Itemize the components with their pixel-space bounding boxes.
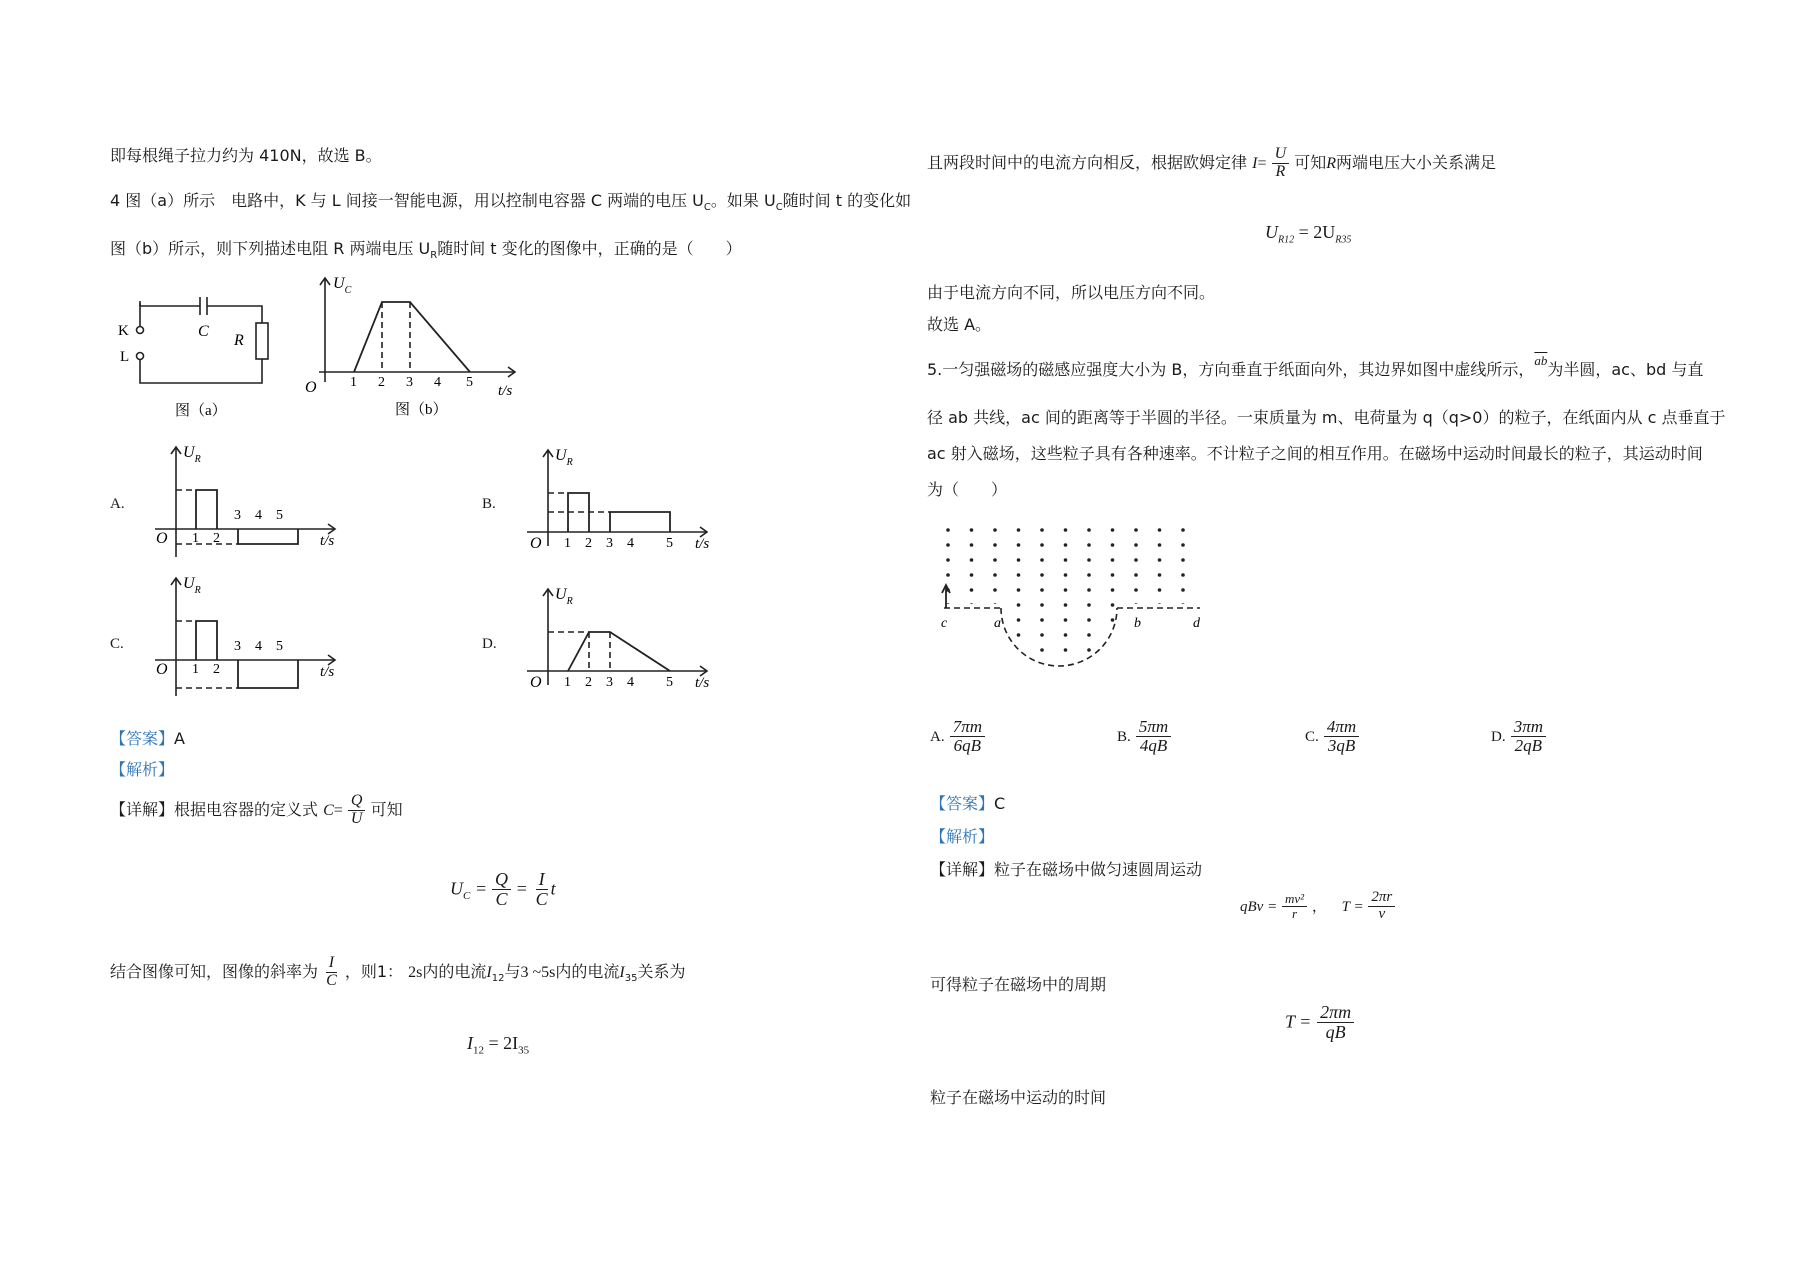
field-dot: [1064, 603, 1068, 607]
field-dot: [1087, 603, 1091, 607]
field-dot: [1111, 663, 1115, 667]
field-dot: [1017, 618, 1021, 622]
magnetic-field-diagram: [930, 515, 1220, 680]
field-dot: [1064, 573, 1068, 577]
q5-option-a[interactable]: A. $\frac{7\pi m}{6qB}$: [930, 718, 985, 755]
field-dot: [1205, 528, 1209, 532]
detail-q4-line: 【详解】根据电容器的定义式 C= $\frac{Q}{U}$ 可知: [110, 792, 403, 827]
detail-q5-line: 【详解】粒子在磁场中做匀速圆周运动: [930, 860, 1203, 879]
graph-b-xunit: t/s: [498, 383, 513, 399]
field-dot: [1205, 663, 1209, 667]
field-dot: [1087, 543, 1091, 547]
tick-label: 5: [466, 375, 473, 390]
svg-text:t/s: t/s: [320, 664, 335, 680]
terminal-l-label: L: [120, 349, 130, 365]
field-dot: [993, 573, 997, 577]
question-4-stem-line1: 4 图（a）所示 电路中，K 与 L 间接一智能电源，用以控制电容器 C 两端的电压 $U_C$。如果 $U_C$随时间 t 的变化如: [110, 191, 912, 214]
field-dot: [1017, 633, 1021, 637]
svg-text:1: 1: [192, 662, 199, 677]
field-dot: [1087, 573, 1091, 577]
tick-label: 1: [350, 375, 357, 390]
field-dot: [1087, 558, 1091, 562]
field-dot: [946, 573, 950, 577]
field-dot: [1040, 573, 1044, 577]
question-5-stem-line2: 径 ab 共线，ac 间的距离等于半圆的半径。一束质量为 m、电荷量为 q（q>0）的粒子，在纸面内从 c 点垂直于: [927, 408, 1726, 427]
field-dot: [1181, 543, 1185, 547]
field-dot: [1017, 603, 1021, 607]
field-dot: [1087, 663, 1091, 667]
svg-text:O: O: [156, 661, 168, 678]
field-dot: [1205, 603, 1209, 607]
capacitor-label: C: [198, 323, 209, 340]
ohm-line: 且两段时间中的电流方向相反，根据欧姆定律 I= $\frac{U}{R}$ 可知R两端电压大小关系满足: [927, 145, 1497, 180]
text-line: 故选 A。: [927, 315, 992, 334]
field-dot: [946, 663, 950, 667]
field-dot: [1181, 663, 1185, 667]
svg-text:a: a: [994, 616, 1001, 631]
field-dot: [1205, 543, 1209, 547]
field-dot: [1158, 648, 1162, 652]
field-dot: [1134, 588, 1138, 592]
time-text: 粒子在磁场中运动的时间: [930, 1088, 1107, 1107]
svg-text:3: 3: [606, 675, 613, 690]
field-dot: [1205, 618, 1209, 622]
svg-text:1: 1: [192, 531, 199, 546]
svg-text:2: 2: [213, 531, 220, 546]
svg-text:4: 4: [255, 639, 262, 654]
svg-text:5: 5: [276, 639, 283, 654]
text-line: 即每根绳子拉力约为 410N，故选 B。: [110, 146, 382, 165]
field-dot: [1064, 663, 1068, 667]
svg-text:d: d: [1193, 616, 1200, 631]
option-c-label[interactable]: C.: [110, 636, 124, 652]
field-dot: [993, 648, 997, 652]
svg-text:UR: $U_R$: [183, 576, 201, 596]
svg-text:t/s: t/s: [320, 533, 335, 549]
field-dot: [1134, 633, 1138, 637]
tick-label: 3: [406, 375, 413, 390]
field-dot: [1111, 543, 1115, 547]
svg-text:2: 2: [585, 536, 592, 551]
field-dot: [970, 618, 974, 622]
field-dot: [1134, 543, 1138, 547]
field-dot: [1181, 603, 1185, 607]
tick-label: 4: [434, 375, 441, 390]
field-dot: [1017, 558, 1021, 562]
field-dot: [1017, 588, 1021, 592]
field-dot: [1205, 588, 1209, 592]
field-dot: [946, 528, 950, 532]
field-dot: [970, 633, 974, 637]
field-dot: [1205, 573, 1209, 577]
field-dot: [970, 648, 974, 652]
svg-text:4: 4: [255, 508, 262, 523]
field-dot: [1158, 573, 1162, 577]
option-b-graph[interactable]: [522, 448, 722, 560]
field-dot: [1158, 618, 1162, 622]
resistor-label: R: [234, 332, 244, 349]
field-dot: [1064, 543, 1068, 547]
field-dot: [1134, 528, 1138, 532]
field-dot: [1064, 633, 1068, 637]
field-dot: [1181, 648, 1185, 652]
option-d-graph[interactable]: [522, 587, 722, 699]
field-dot: [970, 588, 974, 592]
field-dot: [1064, 558, 1068, 562]
field-dot: [1064, 618, 1068, 622]
field-dot: [1205, 558, 1209, 562]
field-dot: [1111, 528, 1115, 532]
analysis-tag-q5: 【解析】: [930, 827, 995, 846]
field-dot: [1087, 618, 1091, 622]
field-dot: [970, 543, 974, 547]
svg-text:4: 4: [627, 536, 634, 551]
svg-text:t/s: t/s: [695, 536, 710, 552]
option-d-label[interactable]: D.: [482, 636, 497, 652]
field-dot: [993, 633, 997, 637]
field-dot: [993, 558, 997, 562]
field-dot: [1111, 603, 1115, 607]
field-dot: [1134, 663, 1138, 667]
field-dot: [1181, 588, 1185, 592]
field-dot: [993, 543, 997, 547]
svg-text:b: b: [1134, 616, 1141, 631]
period-text: 可得粒子在磁场中的周期: [930, 975, 1107, 994]
option-a-graph[interactable]: [150, 445, 350, 563]
figure-b-caption: 图（b）: [395, 402, 448, 418]
field-dot: [1134, 648, 1138, 652]
q5-option-b[interactable]: B. $\frac{5\pi m}{4qB}$: [1117, 718, 1171, 755]
answer-q5: 【答案】C: [930, 794, 1006, 813]
field-dot: [1111, 618, 1115, 622]
field-dot: [1087, 588, 1091, 592]
field-dot: [970, 603, 974, 607]
tick-label: 2: [378, 375, 385, 390]
field-dot: [1134, 573, 1138, 577]
svg-text:1: 1: [564, 675, 571, 690]
svg-text:O: O: [530, 535, 542, 552]
field-dot: [993, 588, 997, 592]
field-dot: [1205, 633, 1209, 637]
analysis-tag-q4: 【解析】: [110, 760, 175, 779]
field-dot: [1040, 618, 1044, 622]
circuit-diagram-a: [110, 275, 285, 425]
field-dot: [1040, 633, 1044, 637]
question-5-stem-line4: 为（ ）: [927, 480, 1008, 499]
field-dot: [1017, 528, 1021, 532]
svg-text:5: 5: [666, 536, 673, 551]
field-dot: [970, 558, 974, 562]
field-dot: [1111, 588, 1115, 592]
field-dot: [970, 528, 974, 532]
q5-option-d[interactable]: D. $\frac{3\pi m}{2qB}$: [1491, 718, 1546, 755]
field-dot: [1040, 558, 1044, 562]
svg-text:5: 5: [666, 675, 673, 690]
field-dot: [1064, 588, 1068, 592]
svg-text:5: 5: [276, 508, 283, 523]
field-dot: [1158, 543, 1162, 547]
svg-text:O: O: [530, 674, 542, 691]
field-dot: [970, 663, 974, 667]
field-dot: [1064, 648, 1068, 652]
field-dot: [1111, 558, 1115, 562]
field-dot: [1087, 633, 1091, 637]
option-a-label[interactable]: A.: [110, 496, 125, 512]
field-dot: [1040, 603, 1044, 607]
field-dot: [1040, 528, 1044, 532]
field-dot: [1205, 648, 1209, 652]
field-dot: [1040, 588, 1044, 592]
field-dot: [1134, 603, 1138, 607]
question-4-stem-line2: 图（b）所示，则下列描述电阻 R 两端电压 $U_R$随时间 t 变化的图像中，正确的是（ ）: [110, 239, 742, 262]
field-dot: [1181, 573, 1185, 577]
svg-text:3: 3: [606, 536, 613, 551]
field-dot: [1181, 528, 1185, 532]
question-5-stem-line3: ac 射入磁场，这些粒子具有各种速率。不计粒子之间的相互作用。在磁场中运动时间最长的粒子，其运动时间: [927, 444, 1703, 463]
equation-period: T = $\frac{2\pi m}{qB}$: [1285, 1003, 1354, 1042]
svg-text:UR: $U_R$: [555, 448, 573, 468]
svg-text:UR: $U_R$: [183, 445, 201, 465]
equation-qbv: qBv = $\frac{\text{mv²}}{r}$ ， T = $\frac{2\pi r}{v}$: [1240, 890, 1395, 923]
option-b-label[interactable]: B.: [482, 496, 496, 512]
field-dot: [1181, 618, 1185, 622]
svg-text:t/s: t/s: [695, 675, 710, 691]
option-c-graph[interactable]: [150, 576, 350, 700]
q5-option-c[interactable]: C. $\frac{4\pi m}{3qB}$: [1305, 718, 1359, 755]
svg-text:1: 1: [564, 536, 571, 551]
field-dot: [1181, 558, 1185, 562]
field-dot: [1017, 543, 1021, 547]
question-5-stem-line1: 5.一匀强磁场的磁感应强度大小为 B，方向垂直于纸面向外，其边界如图中虚线所示，$^{\overline{ab}}$为半圆，ac、bd 与直: [927, 353, 1704, 379]
graph-b-ylabel: $U_C$: [333, 275, 352, 296]
field-dot: [1017, 573, 1021, 577]
field-dot: [1158, 633, 1162, 637]
field-dot: [946, 633, 950, 637]
svg-text:3: 3: [234, 508, 241, 523]
answer-q4: 【答案】A: [110, 729, 185, 748]
svg-text:2: 2: [213, 662, 220, 677]
field-dot: [1111, 573, 1115, 577]
field-dot: [1111, 648, 1115, 652]
field-dot: [946, 558, 950, 562]
field-dot: [1040, 648, 1044, 652]
field-dot: [1017, 663, 1021, 667]
field-dot: [1158, 528, 1162, 532]
figure-a-caption: 图（a）: [175, 403, 227, 419]
field-dot: [1181, 633, 1185, 637]
field-dot: [1158, 588, 1162, 592]
field-dot: [1158, 603, 1162, 607]
equation-uc: $U_C$ = $\frac{Q}{C}$ = $\frac{I}{C}$ t: [450, 869, 556, 909]
field-dot: [1134, 558, 1138, 562]
field-dot: [993, 528, 997, 532]
equation-ur: $U_{R12} = 2U_{R35}$: [1265, 222, 1352, 246]
slope-line: 结合图像可知，图像的斜率为 $\frac{I}{C}$ ，则1： 2s内的电流$I_{12}$与3 ~5s内的电流$I_{35}$关系为: [110, 954, 686, 989]
graph-b-uc-vs-t: [295, 270, 525, 425]
equation-i12: $I_{12} = 2I_{35}$: [467, 1033, 530, 1057]
field-dot: [1040, 543, 1044, 547]
field-dot: [946, 543, 950, 547]
svg-text:UR: $U_R$: [555, 587, 573, 607]
text-line: 由于电流方向不同，所以电压方向不同。: [927, 283, 1216, 302]
svg-text:c: c: [941, 616, 948, 631]
field-dot: [946, 648, 950, 652]
field-dot: [1064, 528, 1068, 532]
svg-text:O: O: [156, 530, 168, 547]
field-dot: [1087, 648, 1091, 652]
field-dot: [1158, 558, 1162, 562]
field-dot: [1087, 528, 1091, 532]
field-dot: [1158, 663, 1162, 667]
graph-b-origin: O: [305, 379, 317, 396]
field-dot: [970, 573, 974, 577]
svg-text:4: 4: [627, 675, 634, 690]
field-dot: [993, 603, 997, 607]
svg-text:3: 3: [234, 639, 241, 654]
field-dot: [993, 663, 997, 667]
svg-text:2: 2: [585, 675, 592, 690]
terminal-k-label: K: [118, 323, 129, 339]
